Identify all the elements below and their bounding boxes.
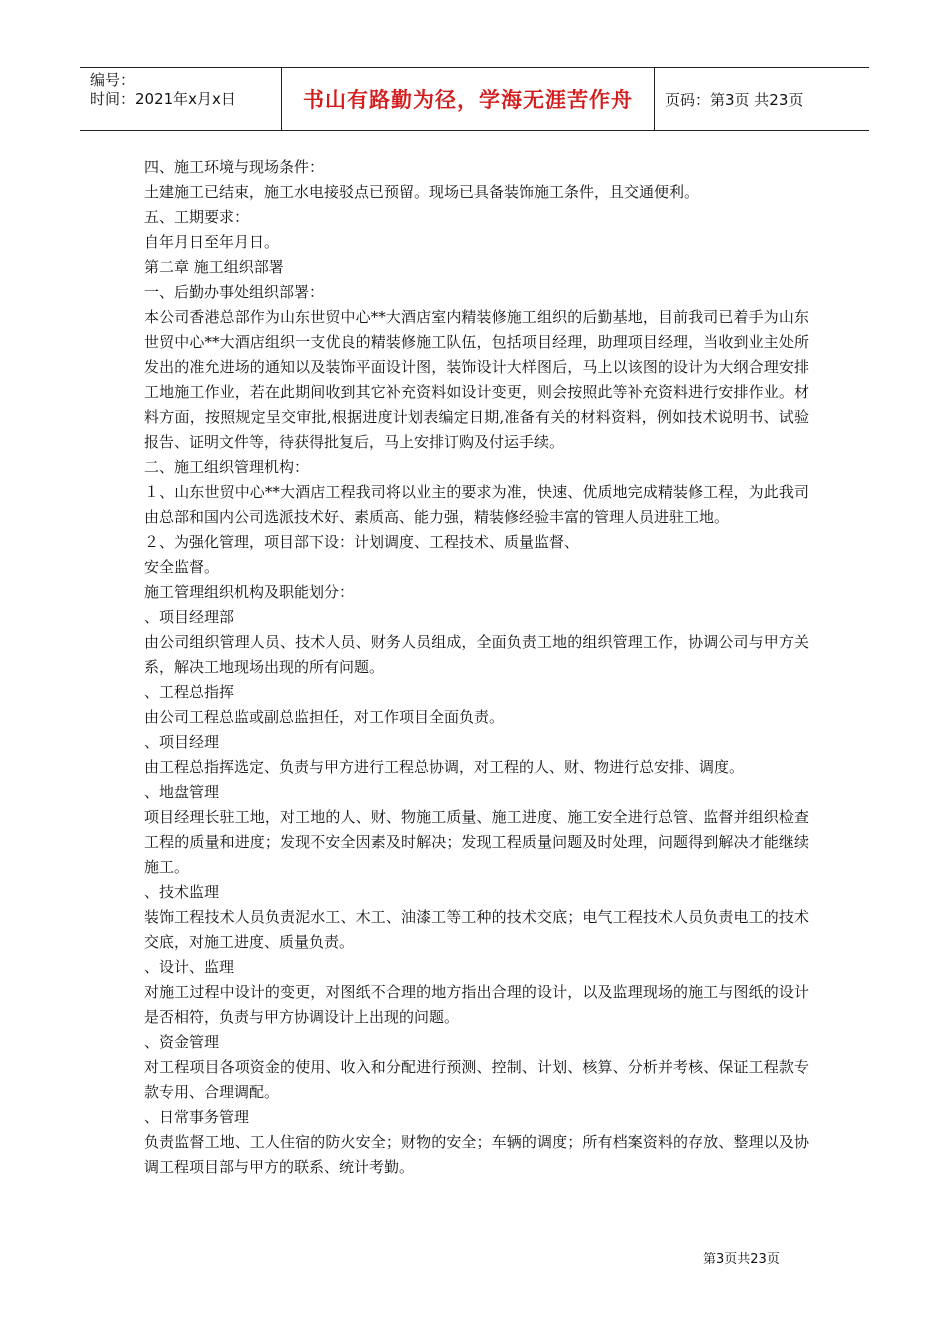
paragraph: 四、施工环境与现场条件：	[144, 158, 325, 176]
header-motto-cell	[282, 68, 655, 130]
paragraph: 负责监督工地、工人住宿的防火安全；财物的安全；车辆的调度；所有档案资料的存放、整理以及协调工程项目部与甲方的联系、统计考勤。	[144, 1133, 809, 1176]
header-time-label: 时间：2021年x月x日	[90, 90, 236, 108]
paragraph: 、地盘管理	[144, 783, 220, 801]
paragraph: 本公司香港总部作为山东世贸中心**大酒店室内精装修施工组织的后勤基地，目前我司已着手为山东世贸中心**大酒店组织一支优良的精装修施工队伍，包括项目经理，助理项目经理，当收到业主处所发出的准允进场的通知以及装饰平面设计图，装饰设计大样图后，马上以该图的设计为大纲合理安排工地施工作业，若在此期间收到其它补充资料如设计变更，则会按照此等补充资料进行安排作业。材料方面，按照规定呈交审批,根据进度计划表编定日期,准备有关的材料资料，例如技术说明书、试验报告、证明文件等，待获得批复后，马上安排订购及付运手续。	[144, 308, 809, 451]
paragraph: 、工程总指挥	[144, 683, 235, 701]
paragraph: １、山东世贸中心**大酒店工程我司将以业主的要求为准，快速、优质地完成精装修工程，为此我司由总部和国内公司选派技术好、素质高、能力强，精装修经验丰富的管理人员进驻工地。	[144, 483, 809, 526]
paragraph: 、设计、监理	[144, 958, 235, 976]
paragraph: 对工程项目各项资金的使用、收入和分配进行预测、控制、计划、核算、分析并考核、保证工程款专款专用、合理调配。	[144, 1058, 809, 1101]
paragraph: 二、施工组织管理机构：	[144, 458, 310, 476]
header-number-label: 编号：	[90, 71, 136, 89]
paragraph: 、资金管理	[144, 1033, 220, 1051]
paragraph: 、日常事务管理	[144, 1108, 250, 1126]
paragraph: 安全监督。	[144, 558, 220, 576]
paragraph: 由公司组织管理人员、技术人员、财务人员组成，全面负责工地的组织管理工作，协调公司与甲方关系，解决工地现场出现的所有问题。	[144, 633, 809, 676]
paragraph: 自年月日至年月日。	[144, 233, 280, 251]
paragraph: 、项目经理	[144, 733, 220, 751]
page-header	[80, 67, 869, 131]
paragraph: 五、工期要求：	[144, 208, 250, 226]
header-page-label: 页码：第3页 共23页	[665, 90, 804, 109]
header-meta	[80, 68, 282, 130]
paragraph: 施工管理组织机构及职能划分：	[144, 583, 355, 601]
paragraph: 装饰工程技术人员负责泥水工、木工、油漆工等工种的技术交底；电气工程技术人员负责电工的技术交底，对施工进度、质量负责。	[144, 908, 809, 951]
paragraph: 由工程总指挥选定、负责与甲方进行工程总协调，对工程的人、财、物进行总安排、调度。	[144, 758, 745, 776]
chapter-heading: 第二章 施工组织部署	[144, 258, 284, 276]
paragraph: 由公司工程总监或副总监担任，对工作项目全面负责。	[144, 708, 505, 726]
paragraph: ２、为强化管理，项目部下设：计划调度、工程技术、质量监督、	[144, 533, 580, 551]
paragraph: 一、后勤办事处组织部署：	[144, 283, 325, 301]
paragraph: 对施工过程中设计的变更，对图纸不合理的地方指出合理的设计，以及监理现场的施工与图纸的设计是否相符，负责与甲方协调设计上出现的问题。	[144, 983, 809, 1026]
paragraph: 、技术监理	[144, 883, 220, 901]
paragraph: 项目经理长驻工地，对工地的人、财、物施工质量、施工进度、施工安全进行总管、监督并组织检查工程的质量和进度；发现不安全因素及时解决；发现工程质量问题及时处理，问题得到解决才能继续施工。	[144, 808, 809, 876]
paragraph: 、项目经理部	[144, 608, 235, 626]
paragraph: 土建施工已结束，施工水电接驳点已预留。现场已具备装饰施工条件，且交通便利。	[144, 183, 700, 201]
header-page-cell	[655, 68, 869, 130]
page-footer: 第3页共23页	[703, 1252, 780, 1267]
header-motto: 书山有路勤为径，学海无涯苦作舟	[303, 88, 633, 112]
document-body	[144, 155, 809, 1180]
